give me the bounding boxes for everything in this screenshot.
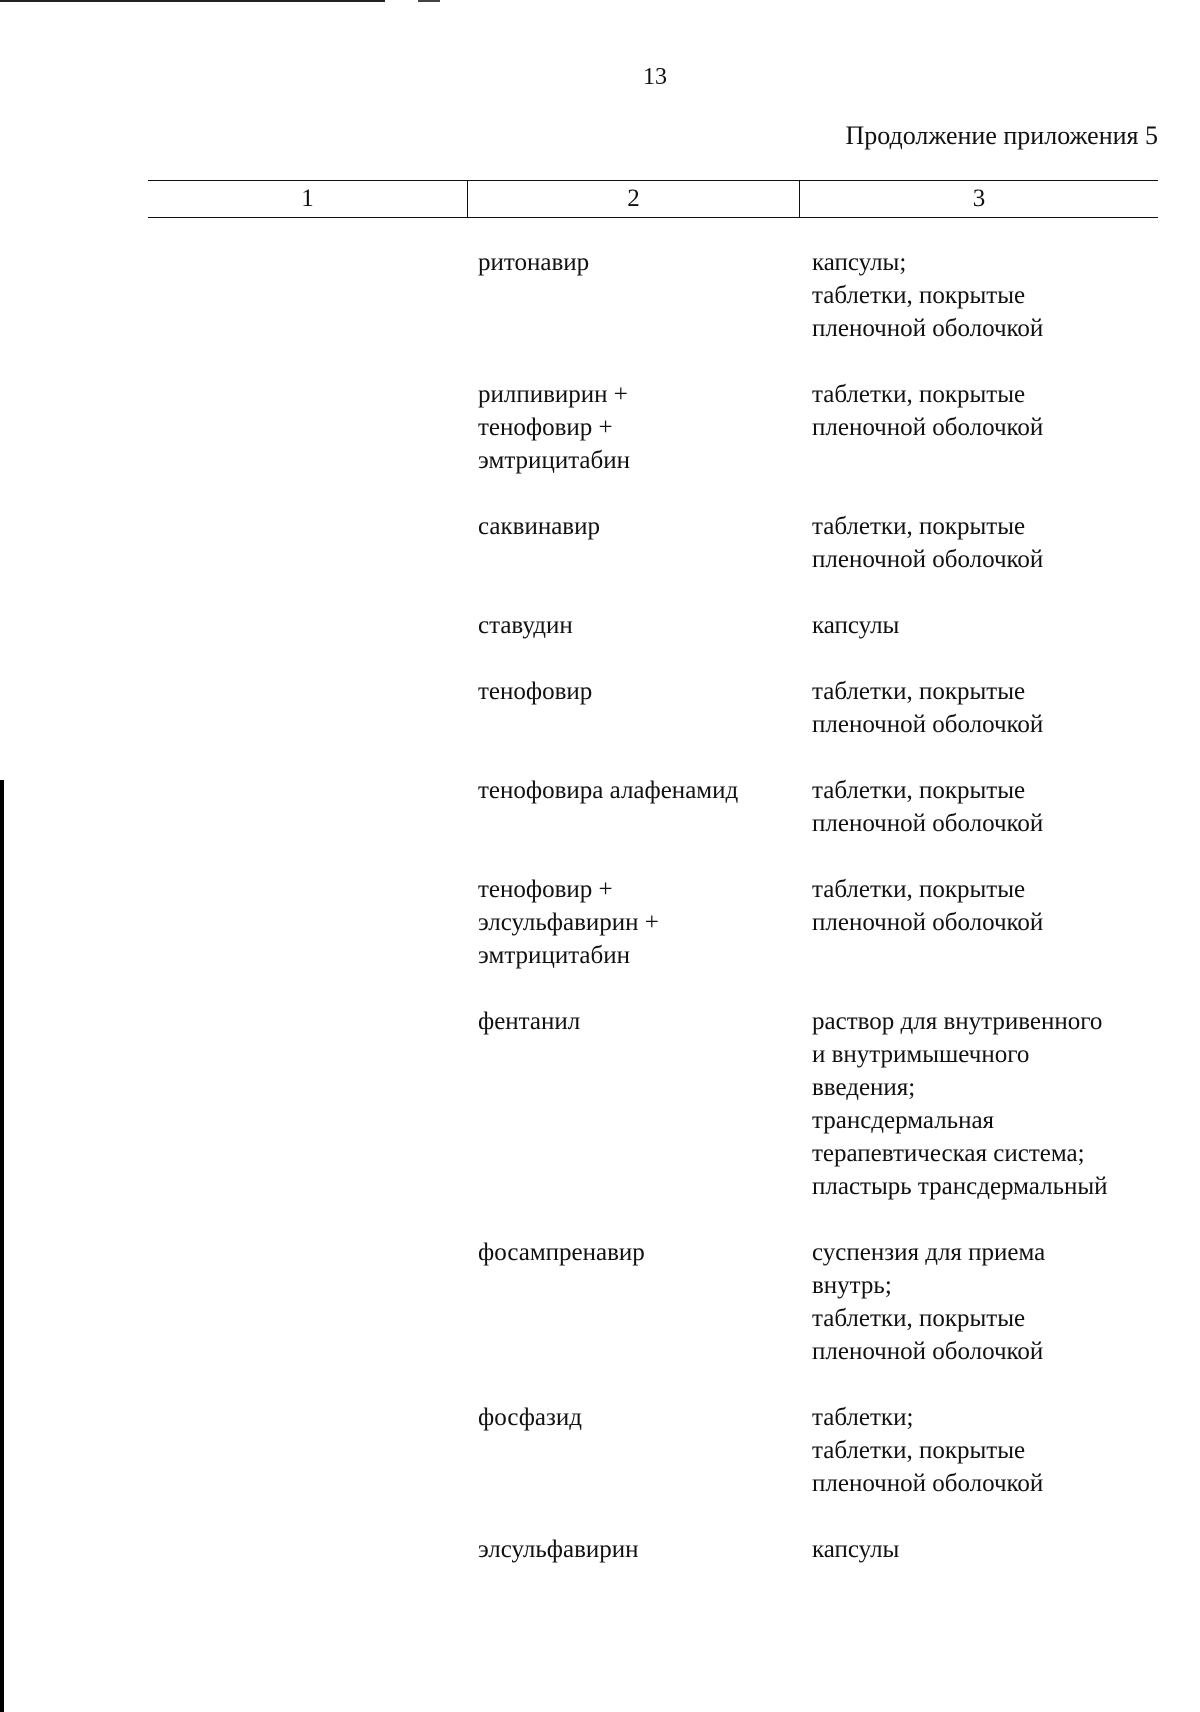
scan-edge-left <box>0 780 4 1712</box>
drug-name: рилпивирин + тенофовир + эмтрицитабин <box>478 381 631 474</box>
dosage-form: таблетки, покрытые пленочной оболочкой <box>812 876 1044 936</box>
table-row <box>478 378 1178 477</box>
drug-name: тенофовир + элсульфавирин + эмтрицитабин <box>478 876 659 969</box>
column-header-2: 2 <box>468 181 800 217</box>
column-header-1: 1 <box>148 181 468 217</box>
drug-name: ритонавир <box>478 249 590 276</box>
dosage-form: капсулы <box>812 1536 900 1563</box>
scan-edge-top <box>0 0 385 2</box>
table-row <box>478 873 1178 972</box>
dosage-form: таблетки, покрытые пленочной оболочкой <box>812 777 1044 837</box>
drug-name: фентанил <box>478 1008 581 1035</box>
drug-name: саквинавир <box>478 513 600 540</box>
drug-name: тенофовира алафенамид <box>478 777 739 804</box>
page-number: 13 <box>643 64 667 90</box>
table-row <box>478 609 1178 642</box>
dosage-form: раствор для внутривенного и внутримышечного введения; трансдермальная терапевтическая система; пластырь трансдермальный <box>812 1008 1108 1200</box>
dosage-form: таблетки, покрытые пленочной оболочкой <box>812 513 1044 573</box>
table-row <box>478 510 1178 576</box>
scan-edge-top-fragment <box>418 0 440 2</box>
drug-name: фосфазид <box>478 1404 582 1431</box>
dosage-form: таблетки, покрытые пленочной оболочкой <box>812 381 1044 441</box>
table-body <box>478 246 1178 1599</box>
table-row <box>478 1236 1178 1368</box>
table-row <box>478 1005 1178 1203</box>
dosage-form: суспензия для приема внутрь; таблетки, покрытые пленочной оболочкой <box>812 1239 1046 1365</box>
table-row <box>478 675 1178 741</box>
dosage-form: таблетки, покрытые пленочной оболочкой <box>812 678 1044 738</box>
table-row <box>478 246 1178 345</box>
column-header-3: 3 <box>972 185 986 212</box>
table-row <box>478 1401 1178 1500</box>
dosage-form: капсулы; таблетки, покрытые пленочной оболочкой <box>812 249 1044 342</box>
drug-name: тенофовир <box>478 678 593 705</box>
dosage-form: капсулы <box>812 612 900 639</box>
drug-name: элсульфавирин <box>478 1536 639 1563</box>
drug-name: ставудин <box>478 612 573 639</box>
continuation-title: Продолжение приложения 5 <box>845 121 1158 150</box>
table-row <box>478 1533 1178 1566</box>
dosage-form: таблетки; таблетки, покрытые пленочной оболочкой <box>812 1404 1044 1497</box>
drug-name: фосампренавир <box>478 1239 645 1266</box>
table-row <box>478 774 1178 840</box>
table-header <box>148 180 1158 218</box>
